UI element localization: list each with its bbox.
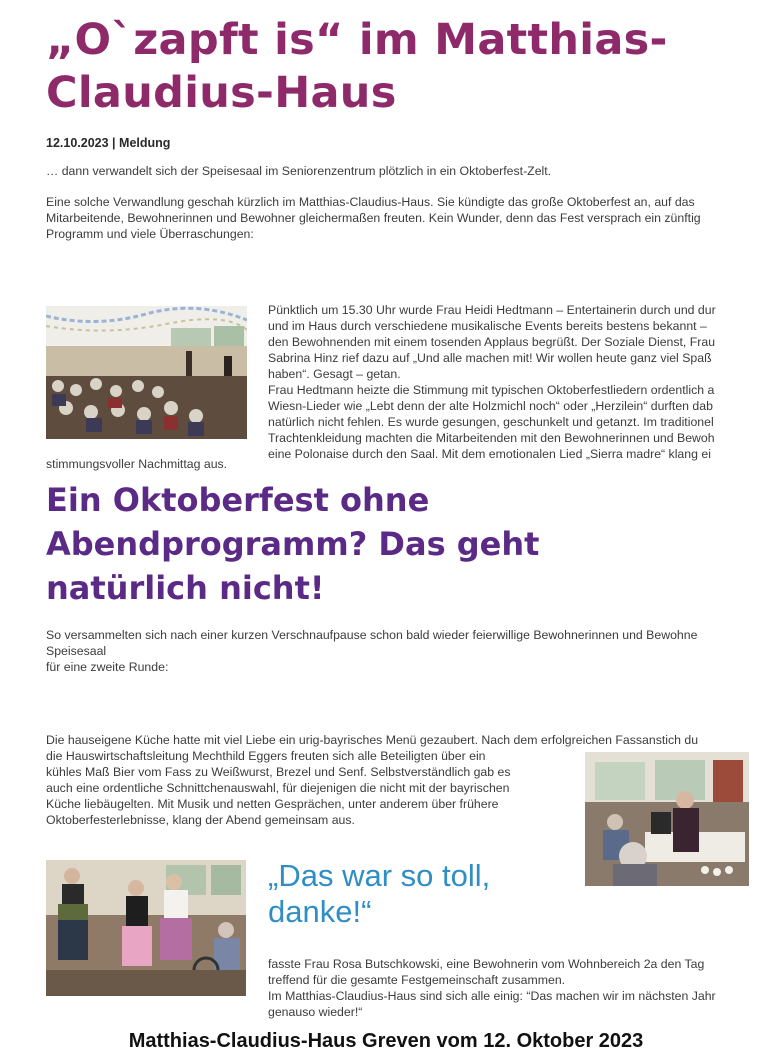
- photo-dining-room-art: [585, 752, 749, 886]
- title-line-1: „O`zapft is“ im Matthias-: [46, 15, 668, 65]
- paragraph-line: und im Haus durch verschiedene musikalische Events bereits bestens bekannt –: [268, 319, 707, 333]
- quote-line-1: „Das war so toll,: [268, 858, 491, 893]
- photo-dance: [46, 860, 246, 996]
- meta-separator: |: [112, 136, 120, 150]
- paragraph-line: Küche liebäugelten. Mit Musik und netten Gesprächen, unter anderem über frühere: [46, 797, 499, 811]
- paragraph-line: Speisesaal: [46, 644, 107, 658]
- article-date: 12.10.2023: [46, 136, 109, 150]
- paragraph-line: für eine zweite Runde:: [46, 660, 169, 674]
- paragraph-line: Pünktlich um 15.30 Uhr wurde Frau Heidi Hedtmann – Entertainerin durch und dur: [268, 303, 716, 317]
- quote-line-2: danke!“: [268, 894, 372, 929]
- paragraph-line: Eine solche Verwandlung geschah kürzlich im Matthias-Claudius-Haus. Sie kündigte das große Oktoberfest an, auf das: [46, 195, 695, 209]
- paragraph-line: die Hauswirtschaftsleitung Mechthild Eggers freuten sich alle Beteiligten über ein: [46, 749, 486, 763]
- title-line-2: Claudius-Haus: [46, 68, 397, 118]
- paragraph-line: treffend für die gesamte Festgemeinschaft zusammen.: [268, 973, 566, 987]
- paragraph-5: [268, 956, 754, 1020]
- photo-festival-hall: [46, 306, 247, 439]
- paragraph-2-end: stimmungsvoller Nachmittag aus.: [46, 457, 228, 471]
- heading-line-3: natürlich nicht!: [46, 569, 325, 607]
- heading-line-2: Abendprogramm? Das geht: [46, 525, 540, 563]
- paragraph-line: fasste Frau Rosa Butschkowski, eine Bewohnerin vom Wohnbereich 2a den Tag: [268, 957, 705, 971]
- photo-festival-hall-art: [46, 306, 247, 439]
- photo-dining-room: [585, 752, 749, 886]
- paragraph-line: Wiesn-Lieder wie „Lebt denn der alte Holzmichl noch“ oder „Herzilein“ durften dab: [268, 399, 713, 413]
- paragraph-line: Im Matthias-Claudius-Haus sind sich alle einig: “Das machen wir im nächsten Jahr: [268, 989, 716, 1003]
- paragraph-line: kühles Maß Bier vom Fass zu Weißwurst, Brezel und Senf. Selbstverständlich gab es: [46, 765, 511, 779]
- paragraph-line: den Bewohnenden mit einem tosenden Applaus begrüßt. Der Soziale Dienst, Frau: [268, 335, 716, 349]
- paragraph-line: haben“. Gesagt – getan.: [268, 367, 401, 381]
- article-title: [46, 14, 766, 120]
- heading-line-1: Ein Oktoberfest ohne: [46, 481, 430, 519]
- quote: [268, 858, 490, 930]
- paragraph-line: Trachtenkleidung machten die Mitarbeitenden mit den Bewohnerinnen und Bewoh: [268, 431, 715, 445]
- paragraph-line: Frau Hedtmann heizte die Stimmung mit typischen Oktoberfestliedern ordentlich a: [268, 383, 715, 397]
- paragraph-line: eine Polonaise durch den Saal. Mit dem emotionalen Lied „Sierra madre“ klang ei: [268, 447, 711, 461]
- photo-dance-art: [46, 860, 246, 996]
- paragraph-4: [46, 748, 576, 828]
- paragraph-3: [46, 627, 752, 675]
- paragraph-line: natürlich nicht fehlen. Es wurde gesungen, geschunkelt und getanzt. Im traditionel: [268, 415, 714, 429]
- paragraph-line: auch eine ordentliche Schnittchenauswahl, für diejenigen die nicht mit der bayrischen: [46, 781, 510, 795]
- paragraph-line: Sabrina Hinz rief dazu auf „Und alle machen mit! Wir wollen heute ganz viel Spaß: [268, 351, 712, 365]
- intro-text: … dann verwandelt sich der Speisesaal im Seniorenzentrum plötzlich in ein Oktoberfest-Zelt.: [46, 164, 552, 178]
- paragraph-line: Programm und viele Überraschungen:: [46, 227, 254, 241]
- article-category: Meldung: [119, 136, 171, 150]
- section-heading: [46, 478, 766, 610]
- paragraph-line: So versammelten sich nach einer kurzen Verschnaufpause schon bald wieder feierwillige Bewohnerinnen und Bewohne: [46, 628, 698, 642]
- paragraph-4-first-line: Die hauseigene Küche hatte mit viel Liebe ein urig-bayrisches Menü gezaubert. Nach dem erfolgreichen Fassanstich du: [46, 733, 699, 747]
- footer-caption: Matthias-Claudius-Haus Greven vom 12. Oktober 2023: [128, 1030, 644, 1052]
- article-meta: [46, 136, 170, 150]
- paragraph-2: [268, 302, 750, 462]
- paragraph-1: [46, 194, 752, 242]
- paragraph-line: genauso wieder!“: [268, 1005, 363, 1019]
- paragraph-line: Oktoberfesterlebnisse, klang der Abend gemeinsam aus.: [46, 813, 355, 827]
- paragraph-line: Mitarbeitende, Bewohnerinnen und Bewohner gleichermaßen freuten. Kein Wunder, denn das Fest versprach ein zünftig: [46, 211, 701, 225]
